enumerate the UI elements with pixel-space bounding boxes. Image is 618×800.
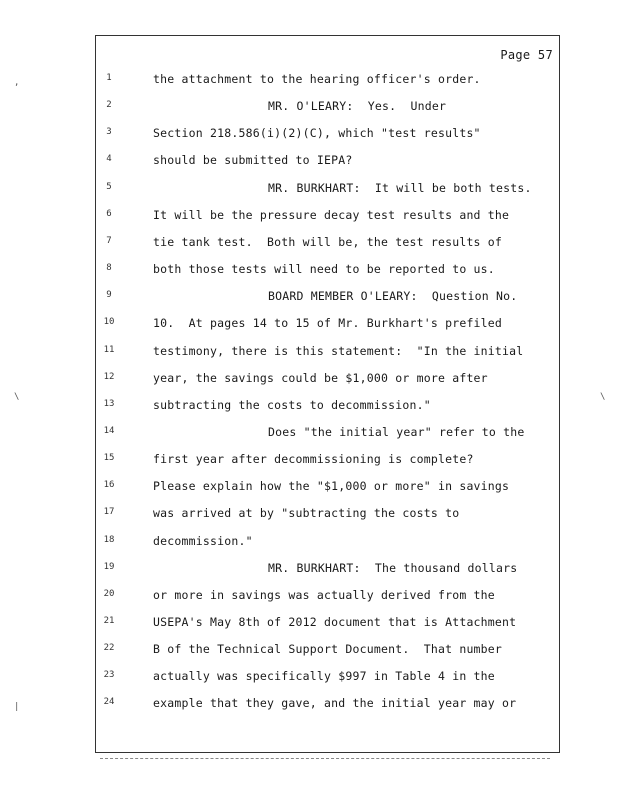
margin-mark-1: , [14,78,20,88]
page-number: Page 57 [500,48,553,62]
transcript-line: MR. BURKHART: It will be both tests. [268,180,532,195]
transcript-line: Please explain how the "$1,000 or more" in savings [153,479,510,494]
transcript-line: MR. BURKHART: The thousand dollars [268,560,518,575]
transcript-line: Does "the initial year" refer to the [268,424,525,439]
transcript-line: testimony, there is this statement: "In the initial [153,343,524,358]
line-number: 8 [106,263,112,274]
line-number: 24 [103,697,115,708]
line-number: 20 [103,588,115,599]
transcript-line: year, the savings could be $1,000 or more after [153,370,488,385]
transcript-line: example that they gave, and the initial year may or [153,696,517,711]
transcript-line: tie tank test. Both will be, the test results of [153,234,503,249]
transcript-line: actually was specifically $997 in Table 4 in the [153,669,495,684]
transcript-line: BOARD MEMBER O'LEARY: Question No. [268,289,518,304]
transcript-line: subtracting the costs to decommission." [153,397,431,412]
line-number: 12 [103,371,115,382]
transcript-line: Section 218.586(i)(2)(C), which "test results" [153,126,481,141]
line-number: 9 [106,290,112,301]
margin-mark-2: \ [14,392,20,402]
transcript-line: should be submitted to IEPA? [153,153,353,168]
line-number: 3 [106,127,112,138]
line-number: 14 [103,425,115,436]
line-number: 6 [106,208,112,219]
line-number: 19 [103,561,115,572]
transcript-line: B of the Technical Support Document. That number [153,642,503,657]
line-number: 22 [103,643,115,654]
line-number: 15 [103,453,115,464]
transcript-line: first year after decommissioning is complete? [153,452,474,467]
line-number: 18 [103,534,115,545]
line-number: 4 [106,154,112,165]
line-number: 16 [103,480,115,491]
line-number: 7 [106,235,112,246]
line-number: 13 [103,398,115,409]
line-number: 10 [103,317,115,328]
line-number: 1 [106,73,112,83]
transcript-line: MR. O'LEARY: Yes. Under [268,99,447,114]
line-number: 23 [103,670,115,681]
transcript-line: or more in savings was actually derived from the [153,587,495,602]
transcript-line: both those tests will need to be reported to us. [153,262,495,277]
bottom-divider [100,758,550,759]
transcript-line: USEPA's May 8th of 2012 document that is Attachment [153,615,517,629]
line-number: 2 [106,100,112,111]
transcript-line: 10. At pages 14 to 15 of Mr. Burkhart's prefiled [153,316,503,331]
margin-mark-3: \ [600,392,606,402]
line-number: 21 [103,616,115,626]
transcript-line: It will be the pressure decay test results and the [153,207,510,222]
margin-mark-4: | [14,702,20,712]
transcript-line: the attachment to the hearing officer's order. [153,72,481,86]
line-number: 11 [103,344,115,355]
transcript-line: decommission." [153,533,253,548]
line-number: 17 [103,507,115,518]
line-number: 5 [106,181,112,192]
transcript-line: was arrived at by "subtracting the costs to [153,506,460,521]
